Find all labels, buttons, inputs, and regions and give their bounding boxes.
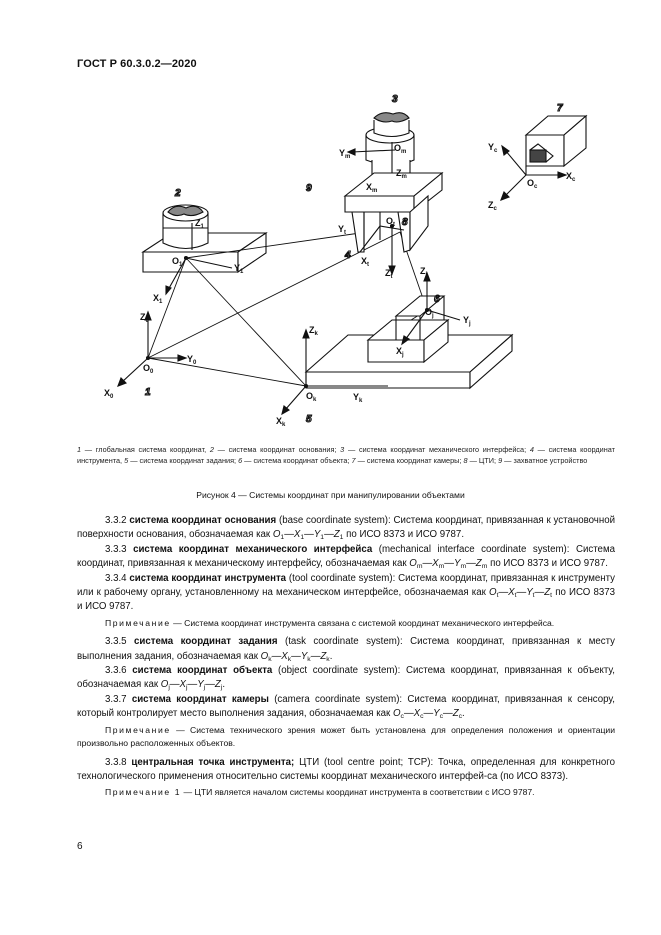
definition-3-3-7: 3.3.7 система координат камеры (camera coordinate system): Система координат, привязанная к сенсору, который контролирует место выполнения задания, обозначаемая как $O_c—X_c—Y_c—Z_c$. xyxy=(77,693,615,721)
label-9: 9 xyxy=(306,183,312,194)
legend-item-9: 9 — захватное устройство xyxy=(498,456,588,466)
axis-xm: $X_m$ xyxy=(366,182,378,194)
label-6: 6 xyxy=(434,294,440,305)
note-tool-coordinate-system: Примечание — Система координат инструмента связана с системой координат механического интерфейса. xyxy=(105,617,555,628)
axis-x0: $X_0$ xyxy=(104,388,114,400)
camera xyxy=(501,116,586,200)
axis-yk: $Y_k$ xyxy=(353,392,363,404)
origin-om: $O_m$ xyxy=(394,143,407,155)
axis-z0: $Z_0$ xyxy=(140,312,149,324)
definition-3-3-4: 3.3.4 система координат инструмента (tool coordinate system): Система координат, привязанная к инструменту или к рабочему органу, установленному на механическом интерфейсе, обозначаемая как $O_t—X_t—Y_t—Z_t$ по ИСО 8373 и ИСО 9787. xyxy=(77,572,615,613)
figure-legend xyxy=(77,444,615,467)
legend-item-6: 6 — система координат объекта; xyxy=(238,456,350,466)
label-4: 4 xyxy=(345,250,351,261)
axis-y0: $Y_0$ xyxy=(187,354,197,366)
legend-item-4: 4 — система координат инструмента, xyxy=(77,445,616,466)
axis-xt: $X_t$ xyxy=(361,256,370,268)
definition-3-3-5: 3.3.5 система координат задания (task coordinate system): Система координат, привязанная к месту выполнения задания, обозначаемая как $O_k—X_k—Y_k—Z_k$. xyxy=(77,636,615,663)
axis-zm: $Z_m$ xyxy=(396,168,407,180)
origin-o0: $O_0$ xyxy=(143,363,154,375)
origin-ok: $O_k$ xyxy=(306,391,317,403)
axis-y1: $Y_1$ xyxy=(234,263,244,275)
legend-item-7: 7 — система координат камеры; xyxy=(351,456,462,466)
origin-ot: $O_t$ xyxy=(386,216,396,228)
legend-item-1: 1 — глобальная система координат, xyxy=(77,445,207,454)
axis-zc: $Z_c$ xyxy=(488,200,497,212)
axis-xc: $X_c$ xyxy=(566,171,576,183)
note-tcp-origin: Примечание 1 — ЦТИ является началом системы координат инструмента в соответствии с ИСО 9787. xyxy=(105,787,535,798)
label-8: 8 xyxy=(402,217,408,228)
label-2: 2 xyxy=(175,188,181,199)
definitions-body xyxy=(77,514,615,805)
origin-oj: $O_j$ xyxy=(425,307,434,319)
note-vision-system: Примечание — Система технического зрения может быть установлена для определения положения и ориентации произвольно расположенных объектов. xyxy=(77,724,616,749)
axis-zk: $Z_k$ xyxy=(309,325,318,337)
origin-oc: $O_c$ xyxy=(527,178,538,190)
definition-3-3-8: 3.3.8 центральная точка инструмента; ЦТИ (tool centre point; TCP): Точка, определенная для конкретного технологического применения относительно системы координат механического интерфей-са (по ИСО 8373). xyxy=(77,756,615,782)
definition-3-3-3: 3.3.3 система координат механического интерфейса (mechanical interface coordinate system): Система координат, привязанная к механическому интерфейсу, обозначаемая как $O_m—X_m—Y_m—Z_m$ по ИСО 8373 и ИСО 9787. xyxy=(77,543,615,571)
axis-yj: $Y_j$ xyxy=(463,315,471,327)
origin-o1: $O_1$ xyxy=(172,256,183,268)
legend-item-8: 8 — ЦТИ; xyxy=(463,456,497,466)
legend-item-5: 5 — система координат задания; xyxy=(124,456,237,466)
definition-3-3-2: 3.3.2 система координат основания (base coordinate system): Система координат, привязанная к установочной поверхности основания, обозначаемая как $O_1—X_1—Y_1—Z_1$ по ИСО 8373 и ИСО 9787. xyxy=(77,515,615,542)
axis-yt: $Y_t$ xyxy=(338,224,347,236)
legend-item-2: 2 — система координат основания; xyxy=(209,445,337,454)
axis-z1: $Z_1$ xyxy=(195,218,204,230)
label-3: 3 xyxy=(392,94,398,105)
axis-xj: $X_j$ xyxy=(396,346,404,358)
document-header: ГОСТ Р 60.3.0.2—2020 xyxy=(77,58,197,70)
label-1: 1 xyxy=(145,387,151,398)
axis-xk: $X_k$ xyxy=(276,416,286,428)
axis-zt: $Z_t$ xyxy=(385,268,393,280)
label-7: 7 xyxy=(557,103,563,114)
axis-ym: $Y_m$ xyxy=(339,148,351,160)
figure-caption: Рисунок 4 — Системы координат при манипулировании объектами xyxy=(196,490,465,500)
definition-3-3-6: 3.3.6 система координат объекта (object coordinate system): Система координат, привязанная к объекту, обозначаемая как $O_j—X_j—Y_j—Z_j$. xyxy=(77,665,615,692)
label-5: 5 xyxy=(306,414,312,425)
axis-zj: $Z_j$ xyxy=(420,266,428,278)
axis-x1: $X_1$ xyxy=(153,293,163,305)
page-number: 6 xyxy=(77,841,83,852)
legend-item-3: 3 — система координат механического интерфейса; xyxy=(340,445,527,454)
coordinate-systems-figure xyxy=(0,80,661,440)
axis-yc: $Y_c$ xyxy=(488,142,498,154)
